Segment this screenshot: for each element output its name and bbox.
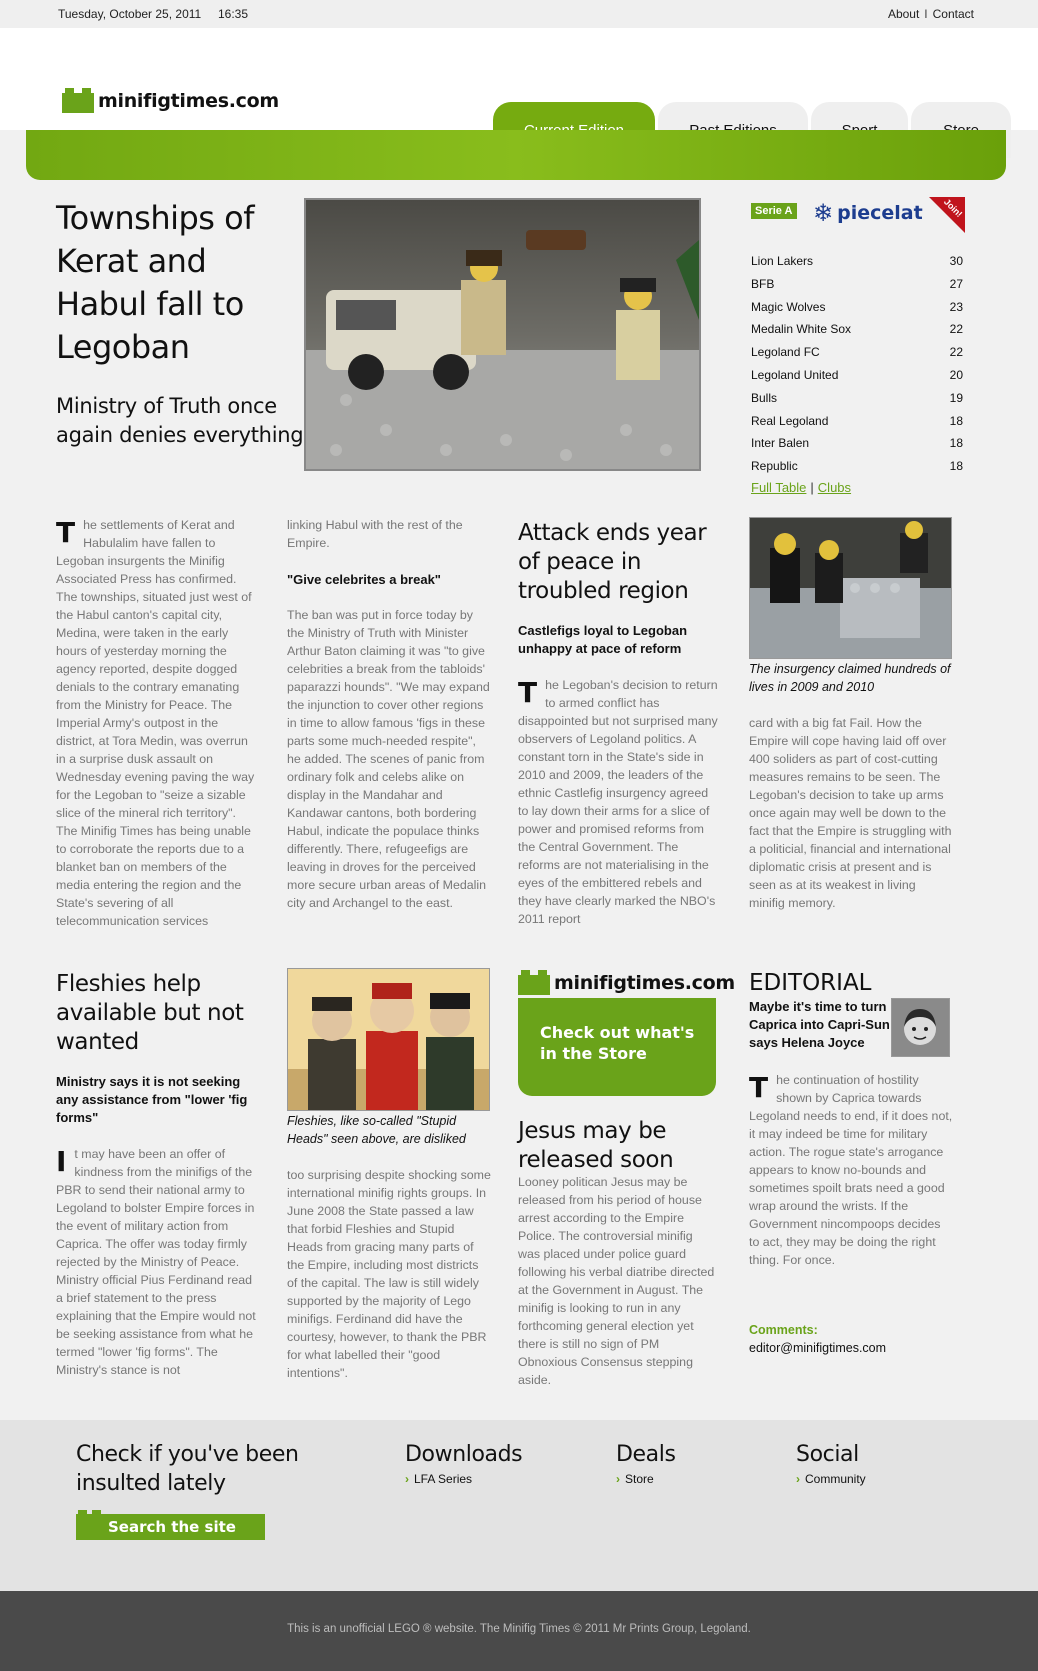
sponsor-name: piecelat xyxy=(837,202,923,224)
full-table-link[interactable]: Full Table xyxy=(751,480,807,495)
site-logo[interactable] xyxy=(62,86,279,116)
about-link[interactable]: About xyxy=(887,7,920,21)
lead-body-col2a: linking Habul with the rest of the Empire. xyxy=(287,518,463,550)
top-links xyxy=(888,7,974,21)
league-row[interactable] xyxy=(751,387,963,410)
editorial-body-text: he continuation of hostility shown by Caprica towards Legoland needs to end, if it does not, it may indeed be time for military action. The rogue state's arrogance appears to know no-bounds and sometimes spoilt brats need a good wrap around the wrists. If the Government nincompoops decides to act, they may be doing the right thing. For once. xyxy=(749,1073,953,1267)
team-name: Real Legoland xyxy=(751,413,829,428)
community-link[interactable]: › Community xyxy=(796,1472,866,1486)
store-promo-logo xyxy=(518,969,735,997)
site-header xyxy=(0,28,1038,130)
top-bar xyxy=(0,0,1038,28)
attack-photo[interactable] xyxy=(749,517,952,659)
lego-brick-icon xyxy=(62,93,94,113)
attack-photo-image xyxy=(750,518,951,658)
fleshies-headline[interactable]: Fleshies help available but not wanted xyxy=(56,971,244,1055)
store-promo-button[interactable] xyxy=(518,998,716,1096)
downloads-heading: Downloads xyxy=(405,1442,523,1467)
league-row[interactable] xyxy=(751,341,963,364)
fleshies-photo-image xyxy=(288,969,489,1110)
copyright-text: This is an unofficial LEGO ® website. The Minifig Times © 2011 Mr Prints Group, Legoland. xyxy=(287,1623,751,1635)
store-footer-link[interactable]: › Store xyxy=(616,1472,654,1486)
comments-label: Comments: xyxy=(749,1323,818,1337)
team-points: 27 xyxy=(949,276,963,291)
store-promo-label: Check out what's in the Store xyxy=(540,1023,695,1063)
team-points: 22 xyxy=(949,345,963,360)
editorial-title[interactable]: EDITORIAL xyxy=(749,970,872,996)
league-row[interactable] xyxy=(751,318,963,341)
store-promo-brand: minifigtimes.com xyxy=(554,972,735,994)
team-points: 20 xyxy=(949,367,963,382)
editorial-dropcap: T xyxy=(749,1071,769,1104)
team-points: 18 xyxy=(949,436,963,451)
fleshies-photo[interactable] xyxy=(287,968,490,1111)
fleshies-photo-caption: Fleshies, like so-called "Stupid Heads" seen above, are disliked xyxy=(287,1114,466,1146)
lead-body-col1-text: he settlements of Kerat and Habulalim have fallen to Legoban insurgents the Minifig Associated Press has confirmed. The townships, situated just west of the Habul canton's capital city, Medina, were taken in the early hours of yesterday morning the agency reported, despite dogged denials to the contrary emanating from the Ministry for Peace. The Imperial Army's outpost in the district, at Tora Medin, was overrun in a surprise dusk assault on Wednesday evening paving the way for the Legoban to "seize a sizable slice of the mineral rich territory". The Minifig Times has being unable to corroborate the reports due to a blanket ban on members of the media entering the region and the State's severing of all telecommunication services xyxy=(56,518,255,928)
current-date: Tuesday, October 25, 2011 xyxy=(58,7,202,21)
lead-photo[interactable] xyxy=(304,198,701,471)
team-name: Legoland FC xyxy=(751,345,820,360)
league-links-separator: | xyxy=(810,480,814,495)
current-time: 16:35 xyxy=(218,7,249,21)
lfa-series-link[interactable]: › LFA Series xyxy=(405,1472,472,1486)
search-site-label: Search the site xyxy=(108,1518,236,1536)
attack-deck: Castlefigs loyal to Legoban unhappy at pace of reform xyxy=(518,623,688,656)
attack-photo-caption: The insurgency claimed hundreds of lives in 2009 and 2010 xyxy=(749,662,951,694)
league-links xyxy=(751,480,851,495)
attack-body-cont: card with a big fat Fail. How the Empire will cope having laid off over 400 soliders as part of cost-cutting measures remains to be seen. The Legoban's decision to take up arms once again may well be down to the fact that the Empire is struggling with a politicial, financial and international diplomatic crisis at present and is seen as at its weakest in living minifig memory. xyxy=(749,716,952,910)
social-heading: Social xyxy=(796,1442,859,1467)
team-points: 22 xyxy=(949,322,963,337)
lead-body-col1 xyxy=(56,516,256,930)
join-label: Join! xyxy=(941,197,965,220)
join-ribbon[interactable] xyxy=(929,197,965,233)
lead-dropcap: T xyxy=(56,516,76,549)
attack-body-text: he Legoban's decision to return to armed conflict has disappointed but not surprised many observers of Legoland politics. A constant torn in the State's side in 2010 and 2009, the leaders of the ethnic Castlefig insurgency agreed to lay down their arms for a slice of power and promised reforms from the Central Government. The reforms are not materialising in the eyes of the embittered rebels and they have clearly marked the NBO's 2011 report xyxy=(518,678,718,926)
logo-text: minifigtimes.com xyxy=(98,90,279,112)
attack-dropcap: T xyxy=(518,676,538,709)
fleshies-body-col1-text: t may have been an offer of kindness from the minifigs of the PBR to send their national army to Legoland to bolster Empire forces in the event of military action from Caprica. The offer was today firmly rejected by the Ministry of Peace. Ministry official Pius Ferdinand read a brief statement to the press explaining that the Empire would not be seeking assistance from what he termed "lower 'fig forms". The Ministry's stance is not xyxy=(56,1147,256,1377)
jesus-body: Looney politican Jesus may be released from his period of house arrest according to the Empire Police. The controversial minifig was placed under police guard following his verbal diatribe directed at the Government in August. The minifig is looking to run in any forthcoming general election yet there is still no sign of PM Obnoxious Consensus stepping aside. xyxy=(518,1175,715,1387)
copyright-bar xyxy=(0,1591,1038,1671)
team-name: Legoland United xyxy=(751,367,839,382)
team-name: Lion Lakers xyxy=(751,254,814,268)
fleshies-dropcap: I xyxy=(56,1145,67,1178)
fleshies-body-col1 xyxy=(56,1145,256,1379)
editorial-deck: Maybe it's time to turn Caprica into Capri-Sun says Helena Joyce xyxy=(749,999,890,1050)
lead-headline[interactable]: Townships of Kerat and Habul fall to Legoban xyxy=(56,199,254,366)
league-row[interactable] xyxy=(751,455,963,478)
jesus-headline[interactable]: Jesus may be released soon xyxy=(518,1118,674,1173)
league-row[interactable] xyxy=(751,410,963,433)
insulted-heading: Check if you've been insulted lately xyxy=(76,1442,299,1496)
fleshies-body-col2: too surprising despite shocking some international minifig rights groups. In June 2008 the State passed a law that forbid Fleshies and Stupid Heads from gracing many parts of the Empire, including most districts of the capital. The law is still widely supported by the majority of Lego minifigs. Ferdinand did have the courtesy, however, to thank the PBR for what labelled their "good intentions". xyxy=(287,1168,491,1380)
league-row[interactable] xyxy=(751,273,963,296)
team-points: 30 xyxy=(949,254,963,268)
lead-photo-image xyxy=(306,200,699,469)
serie-a-badge: Serie A xyxy=(751,203,797,219)
team-points: 23 xyxy=(949,299,963,314)
top-links-separator: I xyxy=(924,7,928,21)
author-avatar xyxy=(892,999,949,1056)
attack-body xyxy=(518,676,718,928)
snowflake-icon: ❄ xyxy=(813,199,834,227)
team-name: Bulls xyxy=(751,390,778,405)
league-row[interactable] xyxy=(751,432,963,455)
team-name: Inter Balen xyxy=(751,436,810,451)
deals-heading: Deals xyxy=(616,1442,676,1467)
league-table xyxy=(751,250,963,478)
league-row[interactable] xyxy=(751,364,963,387)
editorial-author-photo[interactable] xyxy=(891,998,950,1057)
store-promo xyxy=(518,969,735,1096)
editorial-body xyxy=(749,1071,954,1269)
comments-email-link[interactable]: editor@minifigtimes.com xyxy=(749,1341,887,1355)
sponsor-logo[interactable] xyxy=(813,199,923,227)
league-row[interactable] xyxy=(751,296,963,319)
fleshies-deck: Ministry says it is not seeking any assistance from "lower 'fig forms" xyxy=(56,1074,248,1125)
lead-body-col2b: The ban was put in force today by the Ministry of Truth with Minister Arthur Baton claiming it was "to give celebrities a break from the tabloids' paparazzi hounds". "We may expand the injunction to cover other regions in time to allow famous 'figs in these parts some much-needed respite", he added. The scenes of panic from ordinary folk and celebs alike on display in the Mandahar and Kandawar cantons, both bordering Habul, indicate the populace thinks differently. There, refugeefigs are leaving in droves for the perceived more secure urban areas of Medalin city and Archangel to the east. xyxy=(287,608,490,910)
team-points: 19 xyxy=(949,390,963,405)
league-row[interactable] xyxy=(751,250,963,273)
team-points: 18 xyxy=(949,459,963,474)
team-name: BFB xyxy=(751,276,775,291)
header-green-band xyxy=(26,130,1006,180)
team-name: Magic Wolves xyxy=(751,299,826,314)
team-name: Medalin White Sox xyxy=(751,322,852,337)
search-site-button[interactable] xyxy=(76,1514,265,1540)
attack-headline[interactable]: Attack ends year of peace in troubled region xyxy=(518,520,707,604)
team-points: 18 xyxy=(949,413,963,428)
lego-brick-icon xyxy=(518,975,550,995)
team-name: Republic xyxy=(751,459,798,474)
contact-link[interactable]: Contact xyxy=(932,7,974,21)
league-sponsor-bar xyxy=(751,197,965,233)
lead-subhead: Ministry of Truth once again denies everything xyxy=(56,394,304,447)
lead-pull-quote: "Give celebrites a break" xyxy=(287,572,441,587)
clubs-link[interactable]: Clubs xyxy=(817,480,852,495)
